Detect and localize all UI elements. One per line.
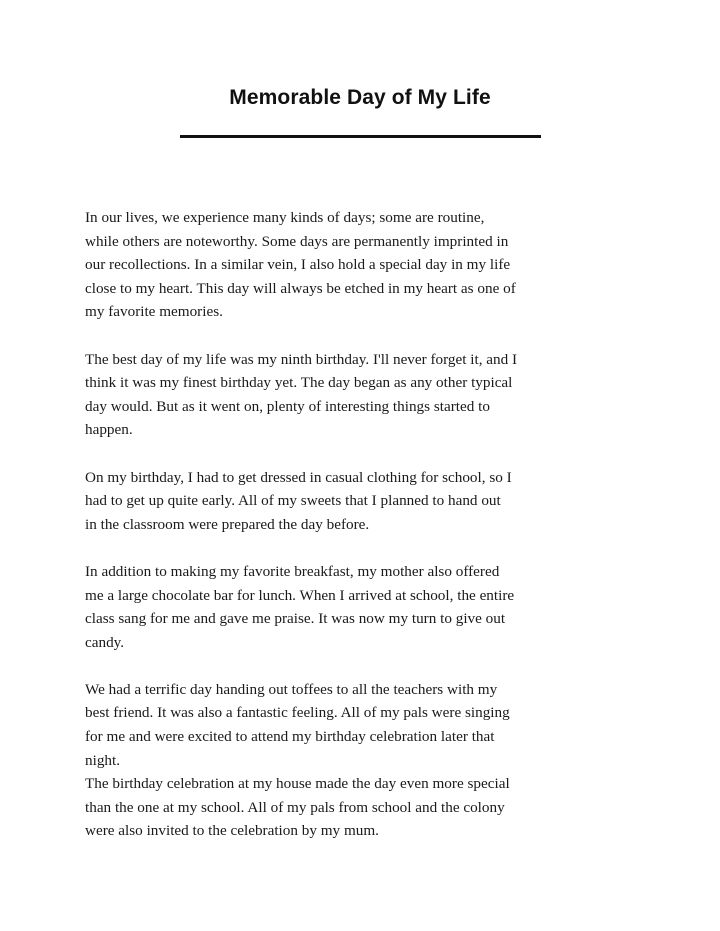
- text-line: than the one at my school. All of my pals from school and the colony: [85, 798, 505, 816]
- title-underline-rule: [180, 135, 541, 138]
- text-line: were also invited to the celebration by my mum.: [85, 822, 379, 840]
- text-line: We had a terrific day handing out toffees to all the teachers with my: [85, 680, 498, 698]
- text-line: In addition to making my favorite breakfast, my mother also offered: [85, 562, 500, 580]
- text-line: had to get up quite early. All of my sweets that I planned to hand out: [85, 492, 501, 510]
- text-line: my favorite memories.: [85, 303, 223, 321]
- paragraph-2: [85, 348, 645, 442]
- text-line: In our lives, we experience many kinds of days; some are routine,: [85, 209, 485, 226]
- paragraph-6: [85, 772, 645, 843]
- text-line: candy.: [85, 633, 125, 651]
- text-line: me a large chocolate bar for lunch. When I arrived at school, the entire: [85, 586, 515, 604]
- text-line: On my birthday, I had to get dressed in casual clothing for school, so I: [85, 468, 512, 486]
- text-line: day would. But as it went on, plenty of interesting things started to: [85, 397, 490, 415]
- document-body: [85, 206, 645, 843]
- text-line: The birthday celebration at my house made the day even more special: [85, 775, 510, 793]
- text-line: class sang for me and gave me praise. It was now my turn to give out: [85, 610, 506, 628]
- text-line: best friend. It was also a fantastic feeling. All of my pals were singing: [85, 704, 510, 722]
- text-line: for me and were excited to attend my birthday celebration later that: [85, 728, 495, 746]
- paragraph-4: [85, 560, 645, 654]
- text-line: while others are noteworthy. Some days are permanently imprinted in: [85, 232, 509, 250]
- text-line: in the classroom were prepared the day before.: [85, 515, 370, 533]
- text-line: our recollections. In a similar vein, I also hold a special day in my life: [85, 256, 511, 274]
- paragraph-3: [85, 466, 645, 537]
- text-line: think it was my finest birthday yet. The day began as any other typical: [85, 374, 513, 392]
- text-line: close to my heart. This day will always be etched in my heart as one of: [85, 279, 516, 297]
- document-title: Memorable Day of My Life: [229, 86, 491, 109]
- text-line: The best day of my life was my ninth birthday. I'll never forget it, and I: [85, 350, 518, 368]
- text-line: happen.: [85, 421, 133, 439]
- paragraph-1: [85, 206, 645, 324]
- text-line: night.: [85, 751, 121, 769]
- paragraph-5: [85, 678, 645, 772]
